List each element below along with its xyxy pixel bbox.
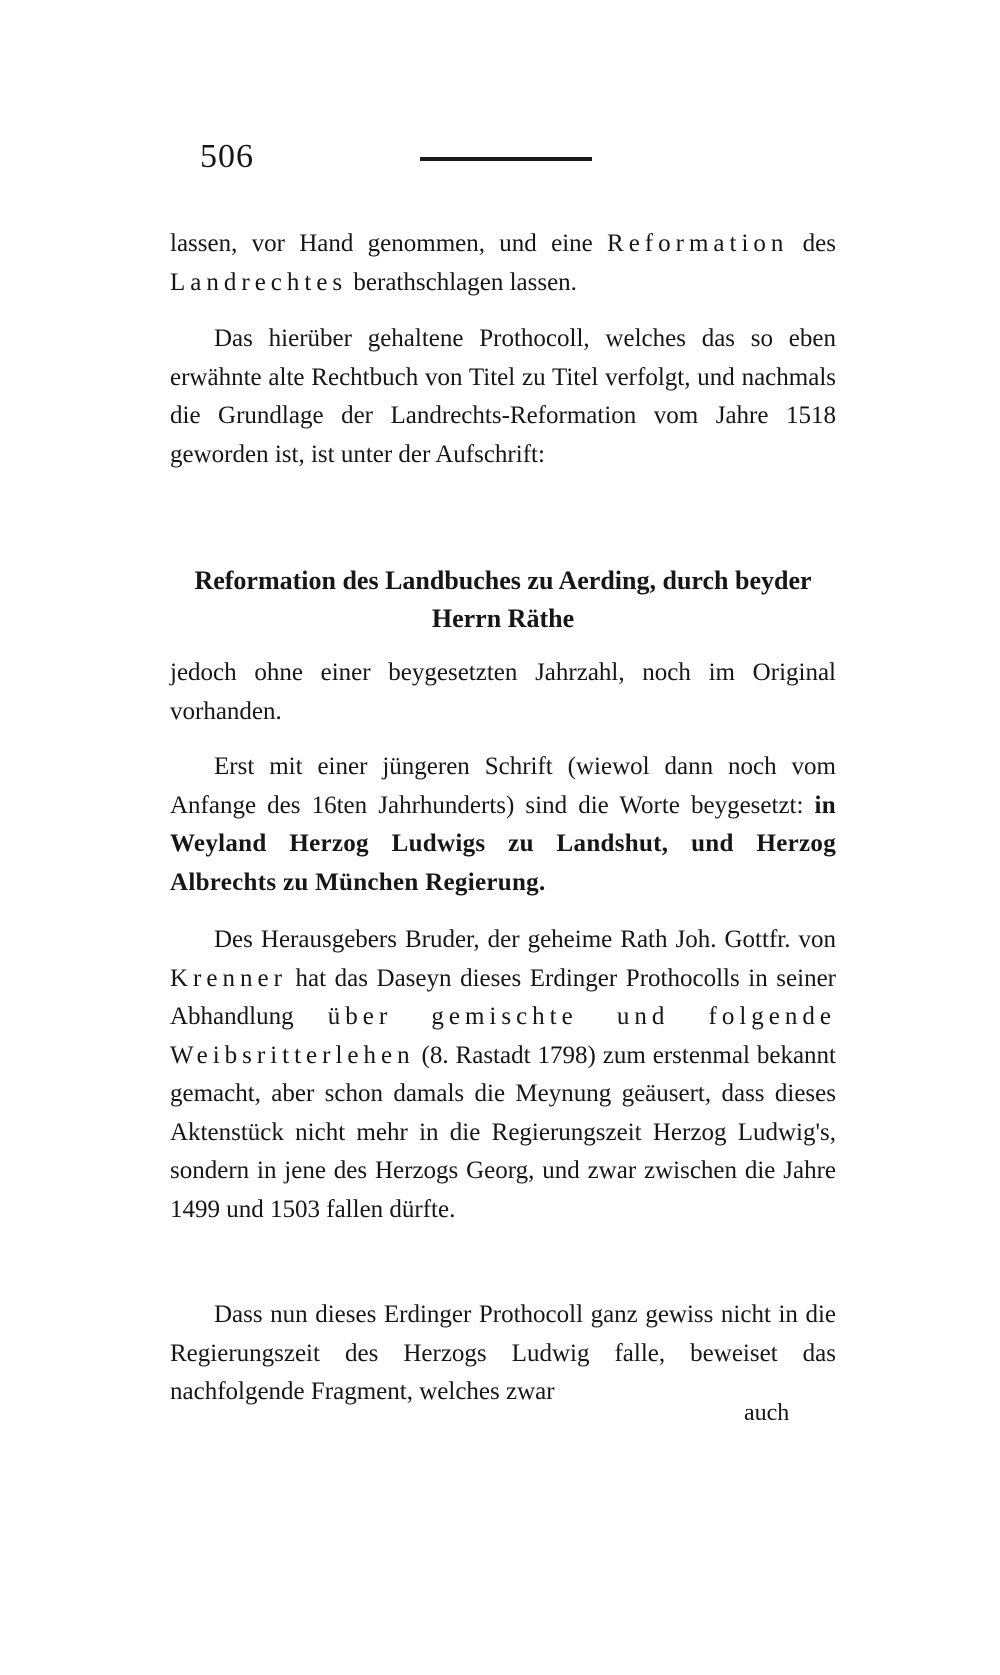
p1-spaced-landrechtes: Landrechtes bbox=[170, 268, 348, 296]
fraktur-heading: Reformation des Landbuches zu Aerding, durch beyder Herrn Räthe bbox=[194, 566, 812, 633]
p6-text: Dass nun dieses Erdinger Prothocoll ganz gewiss nicht in die Regierungszeit des Herzogs Ludwig falle, beweiset das nachfolgende Fragment, welches zwar bbox=[170, 1301, 836, 1405]
p1-text-c: des bbox=[788, 230, 837, 257]
p5-text-c: hat das Daseyn dieses Erdinger Prothocolls in seiner Abhandlung bbox=[170, 964, 836, 1030]
catchword: auch bbox=[744, 1400, 790, 1426]
paragraph-3 bbox=[170, 654, 836, 731]
paragraph-6 bbox=[170, 1296, 836, 1412]
paragraph-2 bbox=[170, 320, 836, 474]
p5-spaced-krenner: Krenner bbox=[170, 964, 287, 992]
p3-text: jedoch ohne einer beygesetzten Jahrzahl, noch im Original vorhanden. bbox=[170, 659, 836, 725]
p5-text-a: Des Herausgebers Bruder, der geheime Rath Joh. Gottfr. von bbox=[214, 926, 836, 953]
paragraph-1 bbox=[170, 225, 836, 302]
paragraph-5 bbox=[170, 921, 836, 1229]
p2-text: Das hierüber gehaltene Prothocoll, welches das so eben erwähnte alte Rechtbuch von Titel zu Titel verfolgt, und nachmals die Grundlage der Landrechts-Reformation vom Jahre 1518 geworden ist, ist unter der Aufschrift: bbox=[170, 325, 836, 468]
paragraph-4 bbox=[170, 748, 836, 902]
header-rule bbox=[420, 157, 592, 161]
p1-spaced-reformation: Reformation bbox=[607, 230, 789, 257]
p5-spaced-title: über gemischte und folgende Weibsritterlehen bbox=[170, 1003, 836, 1069]
p5-text-e: (8. Rastadt 1798) zum erstenmal bekannt gemacht, aber schon damals die Meynung geäusert, dass dieses Aktenstück nicht mehr in die Regierungszeit Herzog Ludwig's, sondern in jene des Herzogs Georg, und zwar zwischen die Jahre 1499 und 1503 fallen dürfte. bbox=[170, 1041, 836, 1223]
p1-text-e: berathschlagen lassen. bbox=[347, 268, 577, 296]
p4-text-a: Erst mit einer jüngeren Schrift (wiewol dann noch vom Anfange des 16ten Jahrhunderts) sind die Worte beygesetzt: bbox=[170, 753, 836, 819]
page-number: 506 bbox=[200, 138, 254, 175]
p4-fraktur-quote: in Weyland Herzog Ludwigs zu Landshut, und Herzog Albrechts zu München Regierung. bbox=[170, 791, 836, 896]
p1-text-a: lassen, vor Hand genommen, und eine bbox=[170, 230, 608, 257]
